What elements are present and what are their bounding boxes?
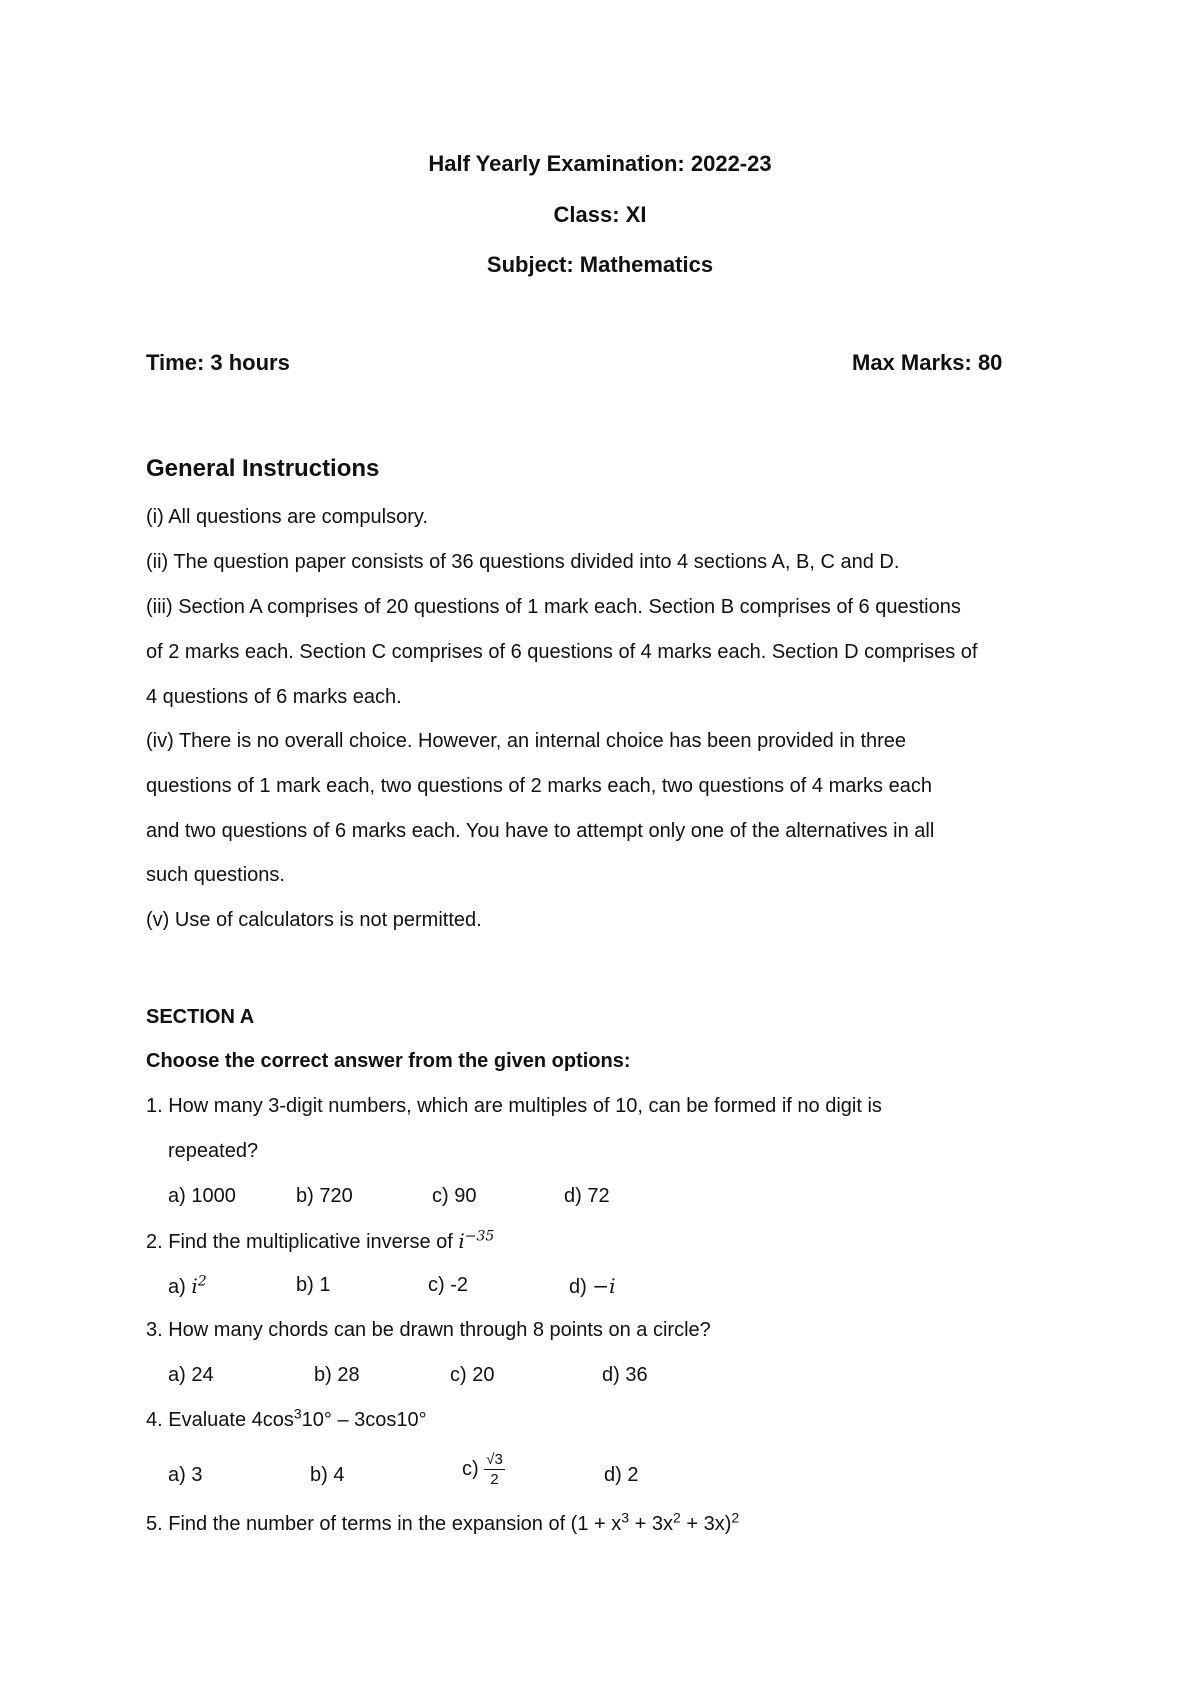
- q2-option-d: [569, 1274, 616, 1299]
- q2-option-a: [168, 1274, 207, 1299]
- q2-base-i: i: [458, 1229, 465, 1253]
- question-5: [146, 1509, 740, 1536]
- q5-exponent-1: 3: [621, 1509, 630, 1526]
- instruction-ii: (ii) The question paper consists of 36 questions divided into 4 sections A, B, C and D.: [146, 551, 900, 573]
- instruction-iv-line1: (iv) There is no overall choice. However, an internal choice has been provided in three: [146, 730, 907, 752]
- q4-option-c: [462, 1452, 505, 1487]
- question-4-text-start: 4. Evaluate 4cos: [146, 1409, 294, 1431]
- q3-option-a: a) 24: [168, 1364, 214, 1386]
- question-4-exponent: 3: [293, 1405, 302, 1422]
- instruction-iv-line4: such questions.: [146, 864, 285, 886]
- exam-title: Half Yearly Examination: 2022-23: [428, 151, 772, 176]
- instructions-heading: General Instructions: [146, 455, 380, 482]
- question-2-text: 2. Find the multiplicative inverse of: [146, 1231, 459, 1253]
- q2-option-c: c) -2: [428, 1274, 468, 1296]
- q1-option-b: b) 720: [296, 1185, 353, 1207]
- q4-option-c-prefix: c): [462, 1458, 485, 1480]
- subject-label: Subject: Mathematics: [486, 252, 714, 277]
- sqrt3-over-2-fraction: [484, 1452, 505, 1487]
- q2-option-d-value: −i: [592, 1274, 616, 1298]
- instruction-iv-line2: questions of 1 mark each, two questions of 2 marks each, two questions of 4 marks each: [146, 775, 932, 797]
- q4-option-a: a) 3: [168, 1464, 203, 1486]
- question-2: [146, 1229, 494, 1254]
- question-1-line1: 1. How many 3-digit numbers, which are multiples of 10, can be formed if no digit is: [146, 1095, 882, 1117]
- q4-option-b: b) 4: [310, 1464, 345, 1486]
- class-label: Class: XI: [553, 202, 647, 227]
- q2-option-a-base: i: [191, 1274, 198, 1298]
- fraction-numerator: √3: [486, 1451, 503, 1468]
- max-marks-label: Max Marks: 80: [852, 350, 1003, 375]
- instruction-v: (v) Use of calculators is not permitted.: [146, 909, 482, 931]
- question-4: [146, 1405, 427, 1432]
- q2-exponent: −35: [464, 1228, 495, 1245]
- q5-exponent-2: 2: [672, 1509, 681, 1526]
- q1-option-a: a) 1000: [168, 1185, 236, 1207]
- q1-option-c: c) 90: [432, 1185, 477, 1207]
- question-5-text-start: 5. Find the number of terms in the expansion of (1 + x: [146, 1513, 622, 1535]
- time-label: Time: 3 hours: [146, 350, 290, 375]
- question-5-text-mid1: + 3x: [629, 1513, 673, 1535]
- instruction-iv-line3: and two questions of 6 marks each. You have to attempt only one of the alternatives in all: [146, 820, 935, 842]
- fraction-denominator: 2: [490, 1471, 499, 1488]
- q2-option-a-prefix: a): [168, 1276, 192, 1298]
- q3-option-d: d) 36: [602, 1364, 648, 1386]
- instruction-iii-line1: (iii) Section A comprises of 20 questions of 1 mark each. Section B comprises of 6 questions: [146, 596, 961, 618]
- question-5-text-mid2: + 3x): [680, 1513, 732, 1535]
- instruction-iii-line3: 4 questions of 6 marks each.: [146, 686, 402, 708]
- instruction-i: (i) All questions are compulsory.: [146, 506, 428, 528]
- q4-option-d: d) 2: [604, 1464, 639, 1486]
- q2-option-d-prefix: d): [569, 1276, 593, 1298]
- q3-option-c: c) 20: [450, 1364, 495, 1386]
- q5-exponent-3: 2: [731, 1509, 740, 1526]
- q2-option-b: b) 1: [296, 1274, 331, 1296]
- q1-option-d: d) 72: [564, 1185, 610, 1207]
- question-1-line2: repeated?: [168, 1140, 259, 1162]
- q2-option-a-exp: 2: [197, 1273, 207, 1290]
- question-3: 3. How many chords can be drawn through 8 points on a circle?: [146, 1319, 711, 1341]
- instruction-iii-line2: of 2 marks each. Section C comprises of 6 questions of 4 marks each. Section D comprises of: [146, 641, 978, 663]
- section-a-prompt: Choose the correct answer from the given options:: [146, 1050, 631, 1072]
- section-a-heading: SECTION A: [146, 1006, 255, 1028]
- question-4-text-end: 10° – 3cos10°: [301, 1409, 427, 1431]
- q3-option-b: b) 28: [314, 1364, 360, 1386]
